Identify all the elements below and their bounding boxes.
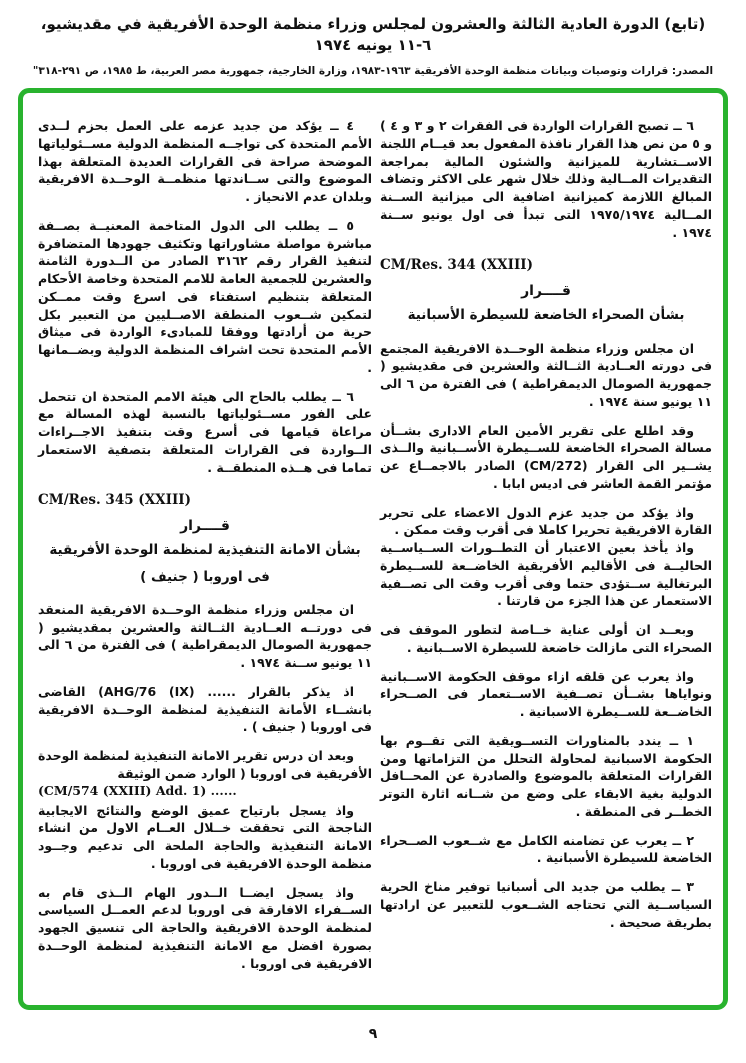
prev-resolution-clause-5: ٥ ــ يطلب الى الدول المتاخمة المعنيــة بصــفة مباشرة مواصلة مشاوراتها وتكثيف جهودها المتضافرة لتنفيذ القرار رقم ٣١٦٢ الصادر من الــدورة الثامنة والعشرين للجمعية العامة للامم المتحدة وخاصة الأحكام المتعلقة بتنظيم استفتاء فى اسرع وقت ممــكن لتمكين شــعوب المنطقة الاصــليين من التعبير بكل حرية من أرادتها ووفقا للمبادىء الواردة فى ميثاق الأمم المتحدة تحت اشراف المنظمة الدولية وبضــمانها .: [38, 217, 372, 375]
res345-preamble-3: وبعد ان درس تقرير الامانة التنفيذية لمنظمة الوحدة الأفريقية فى اوروبا ( الوارد ضمن الوثيقة: [38, 748, 372, 781]
resolution-345-subtitle-2: فى اوروبا ( جنيف ): [140, 568, 270, 585]
document-ref-cm-574: (CM/574 (XXIII) Add. 1) ......: [38, 782, 237, 798]
resolution-345-title: قــــرار: [180, 518, 230, 535]
resolution-344-title: قــــرار: [521, 283, 571, 300]
page-number: ٩: [368, 1026, 378, 1042]
res344-clause-1: ١ ــ يندد بالمناورات التســويقية التى تقــوم بها الحكومة الاسبانية لمحاولة التحلل من التزاماتها ومن القرارات المتعلقة بالموضوع والصادرة عن المحــافل الدولية بغية الابقاء على وضع من شــانه اثارة التوتر الخطــر فى المنطقة .: [380, 732, 712, 819]
res345-preamble-5: واذ يسجل ايضــا الــدور الهام الــذى قام به الســفراء الافارقة فى اوروبا لدعم العمــل السياسى لمنظمة الوحدة الافريقية والحاجة الى تنسيق الجهود بصورة افضل مع الامانة التنفيذية لمنظمة الوحــدة الافريقية فى اوروبا .: [38, 884, 372, 971]
resolution-ref-cm-res-345: CM/Res. 345 (XXIII): [38, 492, 191, 509]
column-right: [380, 117, 712, 942]
source-line: المصدر: قرارات وتوصيات وبيانات منظمة الوحدة الأفريقية ١٩٦٣-١٩٨٣، وزارة الخارجية، جمهورية مصر العربية، ط ١٩٨٥، ص ٢٩١-٣١٨": [32, 65, 714, 77]
res345-preamble-4: واذ يسجل بارتياح عميق الوضع والنتائج الايجابية الناجحة التى تحققت خــلال العــام الاول من انشاء الامانة التنفيذية والحاجة الملحة الى تدعيم وجــود منظمة الوحدة الافريقية فى اوروبا .: [38, 802, 372, 871]
session-title: (تابع) الدورة العادية الثالثة والعشرون لمجلس وزراء منظمة الوحدة الأفريقية في مقديشيو، ٦-١١ يونيه ١٩٧٤: [40, 15, 706, 54]
res344-preamble-4: واذ يأخذ بعين الاعتبار أن التطــورات الســياســية الحاليــة فى الأقاليم الأفريقية الخاضــعة للســيطرة البرتغالية ســتؤدى حتما وفى أقرب وقت الى تصــفية الاستعمار عن هذا الجزء من قارتنا .: [380, 540, 712, 609]
page-header: [0, 14, 746, 77]
res345-preamble-2: اذ يذكر بالقرار ...... ‎(AHG/76 (IX)‎ القاضى بانشــاء الأمانة التنفيذية لمنظمة الوحــدة الافريقية فى اوروبا ( جنيف ) .: [38, 683, 372, 735]
res344-clause-3: ٣ ــ يطلب من جديد الى أسبانيا توفير مناخ الحرية السياســية التي تحتاجه الشــعوب للتعبير عن ارادتها بطريقة صحيحة .: [380, 879, 712, 930]
prev-resolution-clause-4: ٤ ــ يؤكد من جديد عزمه على العمل بحزم لــدى الأمم المتحدة كى تواجــه المنظمة الدولية مســئولياتها الموضحة صراحة فى القرارات العديدة المتعلقة بهذا الموضوع والتى ســاندتها منظمــة الوحــدة الافريقية وبلدان عدم الانحياز .: [38, 118, 372, 204]
prev-resolution-clause-6: ٦ ــ يطلب بالحاح الى هيئة الامم المتحدة ان تتحمل على الفور مســئولياتها بالنسبة لهذه المسالة مع مراعاة قيامها فى أسرع وقت بتنفيذ الاجــراءات الــواردة فى القرارات المتعلقة بتصفية الاستعمار تماما فى هــذه المنطقــة .: [38, 388, 372, 475]
column-left: [38, 117, 372, 983]
res344-clause-2: ٢ ــ يعرب عن تضامنه الكامل مع شــعوب الصــحراء الخاضعة للسيطرة الأسبانية .: [380, 832, 712, 866]
resolution-343-clause-6: ٦ ــ تصبح القرارات الواردة فى الفقرات ٢ و ٣ و ٤ ) و ٥ من نص هذا القرار نافذة المفعول بعد قيــام اللجنة الاســتشارية للميزانية والشئون المالية بمراجعة التقديرات المــالية وذلك خلال شهر على الاكثر وتضاف المبالغ اللازمة كميزانية اضافية الى ميزانية الســنة المــالية ١٩٧٥/١٩٧٤ التى تبدأ فى اول يونيو ســنة ١٩٧٤ .: [380, 118, 713, 240]
resolution-344-subtitle: بشأن الصحراء الخاضعة للسيطرة الأسبانية: [407, 307, 685, 324]
res345-preamble-1: ان مجلس وزراء منظمة الوحــدة الافريقية المنعقد فى دورتــه العــادية الثــالثة والعشرين بمقديشيو ( جمهورية الصومال الديمقراطية ) فى الفترة من ٦ الى ١١ يونيو ســنة ١٩٧٤ .: [38, 601, 372, 670]
res344-preamble-6: واذ يعرب عن قلقه ازاء موقف الحكومة الاســبانية ونواياها بشــأن تصــفية الاســتعمار فى الصــحراء الخاضــعة للســيطرة الاسبانية .: [380, 668, 712, 719]
res344-preamble-2: وقد اطلع على تقرير الأمين العام الادارى بشــأن مسالة الصحراء الخاضعة للســيطرة الأســبانية والــذى يشــير الى القرار ‎(CM/272)‎ الصادر بالاجمــاع عن مؤتمر القمة العاشر فى اديس ابابا .: [380, 422, 712, 491]
resolution-ref-cm-res-344: CM/Res. 344 (XXIII): [380, 257, 533, 274]
res344-preamble-1: ان مجلس وزراء منظمة الوحــدة الافريقية المجتمع فى دورته العــادية الثــالثة والعشرين فى مقديشيو ( جمهورية الصومال الديمقراطية ) فى الفترة من ٦ الى ١١ يونيو سنة ١٩٧٤ .: [380, 340, 712, 409]
res344-preamble-5: وبعــد ان أولى عناية خــاصة لتطور الموقف فى الصحراء التى مازالت خاضعة للسيطرة الاســبانية .: [380, 622, 712, 655]
res344-preamble-3: واذ يؤكد من جديد عزم الدول الاعضاء على تحرير القارة الافريقية تحريرا كاملا فى أقرب وقت ممكن .: [380, 504, 712, 538]
document-frame: [18, 88, 728, 1010]
resolution-345-subtitle: بشأن الامانة التنفيذية لمنظمة الوحدة الأفريقية: [49, 542, 361, 559]
